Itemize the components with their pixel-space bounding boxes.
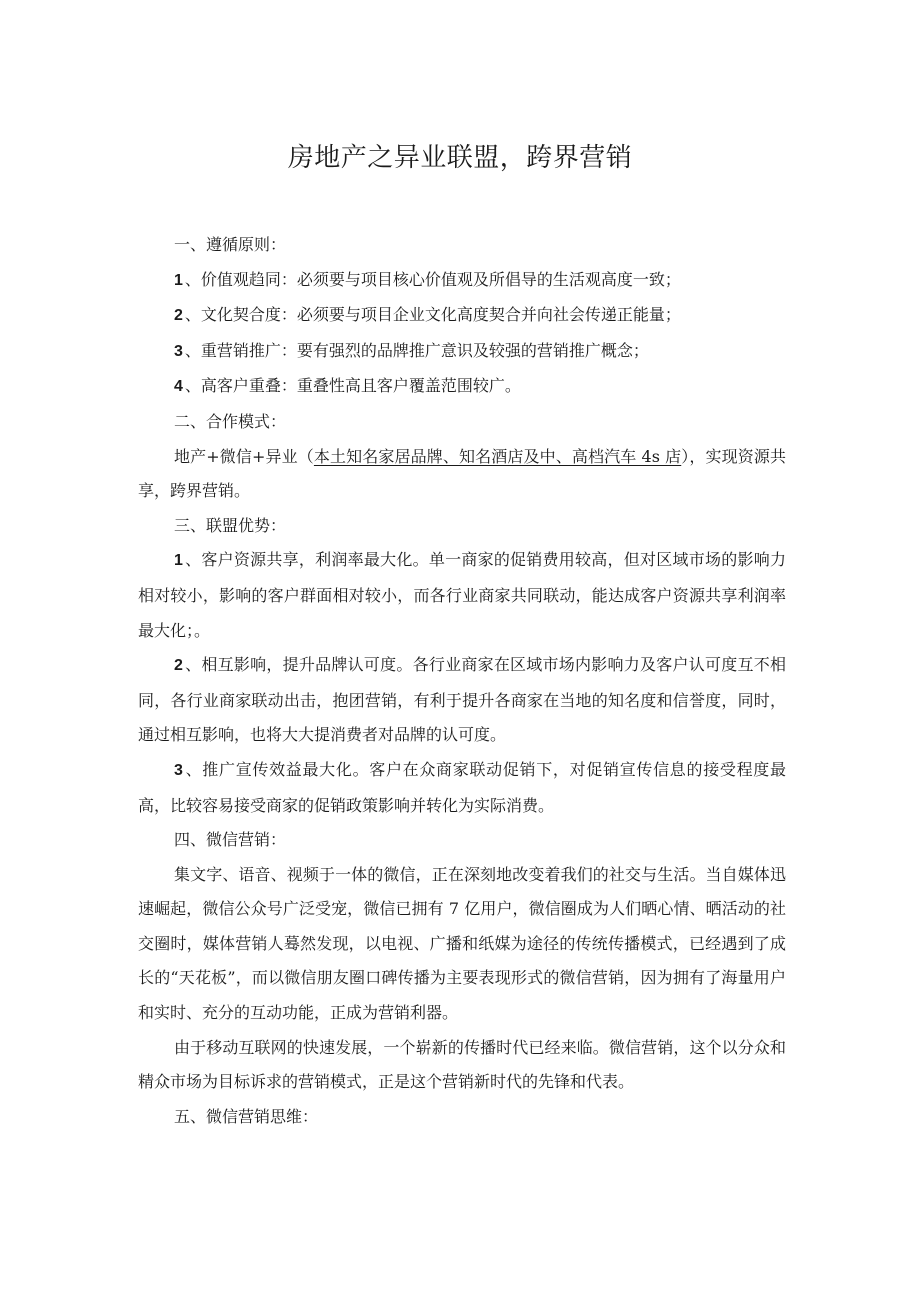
cooperation-partners: 本土知名家居品牌、知名酒店及中、高档汽车 4s 店 (313, 446, 682, 466)
wechat-paragraph: 集文字、语音、视频于一体的微信，正在深刻地改变着我们的社交与生活。当自媒体迅速崛起，微信公众号广泛受宠，微信已拥有 7 亿用户，微信圈成为人们晒心情、晒活动的社交圈时，媒体营销人蓦然发现，以电视、广播和纸媒为途径的传统传播模式，已经遇到了成长的“天花板”，而以微信朋友圈口碑传播为主要表现形式的微信营销，因为拥有了海量用户和实时、充分的互动功能，正成为营销利器。 (138, 864, 786, 1023)
item-number: 3 (174, 761, 183, 779)
section-heading-wechat-thinking: 五、微信营销思维： (174, 1106, 319, 1126)
item-text: 、推广宣传效益最大化。客户在众商家联动促销下，对促销宣传信息的接受程度最高，比较容易接受商家的促销政策影响并转化为实际消费。 (138, 759, 786, 815)
item-text: 、价值观趋同：必须要与项目核心价值观及所倡导的生活观高度一致； (184, 269, 681, 289)
item-text: 、客户资源共享，利润率最大化。单一商家的促销费用较高，但对区域市场的影响力相对较小，影响的客户群面相对较小，而各行业商家共同联动，能达成客户资源共享利润率最大化；。 (138, 550, 786, 640)
item-number: 1 (174, 271, 183, 289)
document-body (138, 228, 786, 1134)
advantage-item (138, 543, 786, 648)
item-text: 、文化契合度：必须要与项目企业文化高度契合并向社会传递正能量； (184, 305, 681, 325)
principle-item (138, 334, 786, 370)
advantage-item (138, 648, 786, 753)
section-heading-principles: 一、遵循原则： (174, 235, 287, 254)
item-number: 4 (174, 378, 183, 396)
item-text: 、高客户重叠：重叠性高且客户覆盖范围较广。 (184, 376, 521, 396)
section-heading-wechat: 四、微信营销： (174, 830, 287, 850)
item-number: 3 (174, 342, 183, 360)
principle-item (138, 369, 786, 405)
principle-item (138, 298, 786, 334)
cooperation-pre: 地产+微信+异业（ (174, 446, 314, 466)
item-text: 、相互影响，提升品牌认可度。各行业商家在区域市场内影响力及客户认可度互不相同，各行业商家联动出击，抱团营销，有利于提升各商家在当地的知名度和信誉度，同时，通过相互影响，也将大大提消费者对品牌的认可度。 (138, 655, 786, 745)
cooperation-paragraph (138, 440, 786, 509)
item-number: 2 (174, 657, 183, 675)
section-heading-advantages: 三、联盟优势： (174, 515, 287, 535)
item-text: 、重营销推广：要有强烈的品牌推广意识及较强的营销推广概念； (184, 340, 649, 360)
section-heading-cooperation: 二、合作模式： (174, 411, 287, 431)
item-number: 2 (174, 307, 183, 325)
page-title: 房地产之异业联盟，跨界营销 (287, 143, 633, 173)
advantage-item (138, 753, 786, 823)
item-number: 1 (174, 552, 183, 570)
principle-item (138, 263, 786, 299)
wechat-paragraph: 由于移动互联网的快速发展，一个崭新的传播时代已经来临。微信营销，这个以分众和精众市场为目标诉求的营销模式，正是这个营销新时代的先锋和代表。 (138, 1037, 786, 1092)
cooperation-post: ），实现资源共享，跨界营销。 (138, 446, 786, 501)
